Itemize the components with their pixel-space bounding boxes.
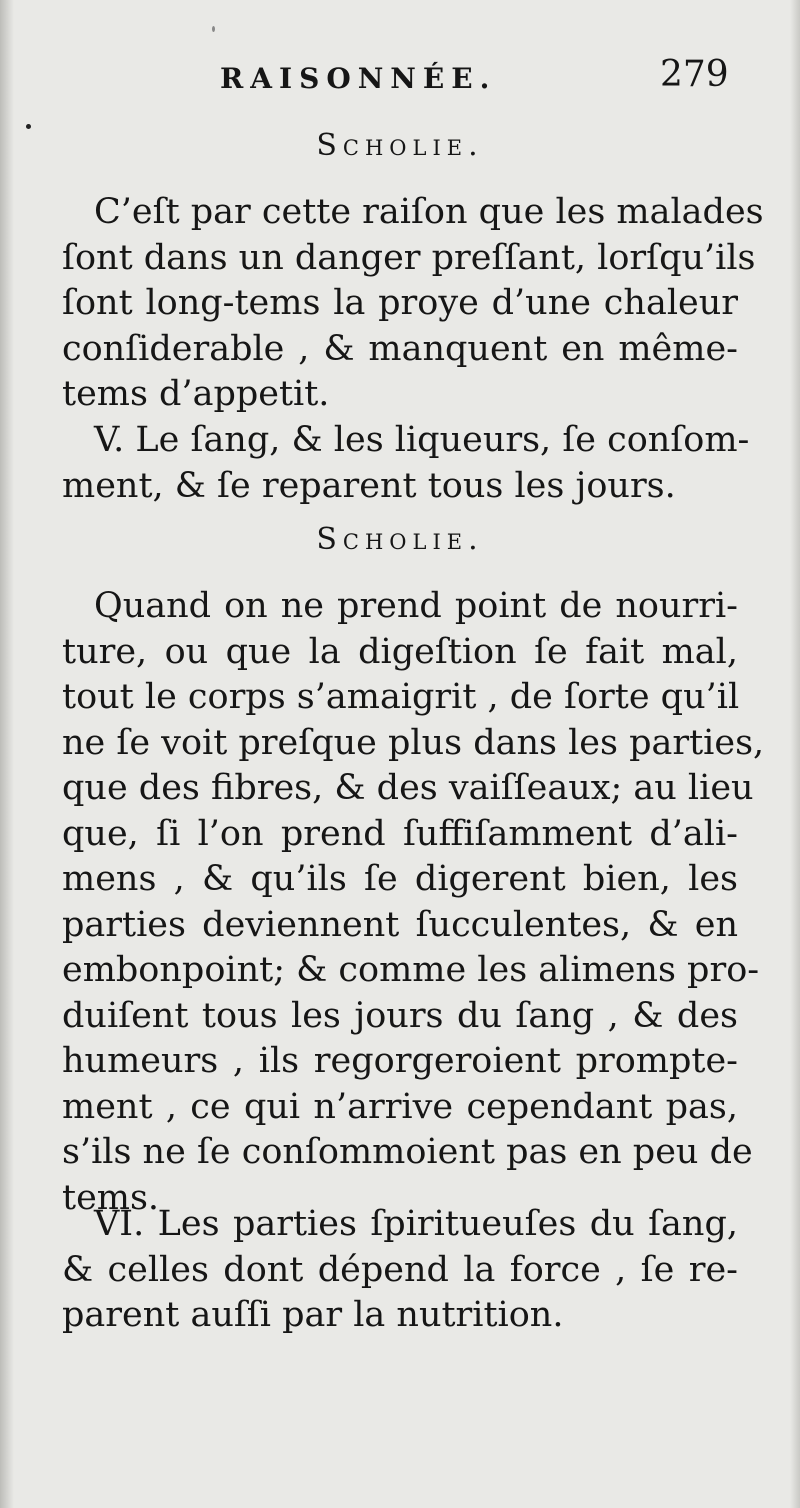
text-line: tout le corps s’amaigrit , de ſorte qu’il: [62, 677, 740, 717]
text-line: embonpoint; & comme les alimens pro-: [62, 950, 760, 990]
text-line: parties deviennent ſucculentes, & en: [62, 904, 738, 945]
text-line: s’ils ne ſe conſommoient pas en peu de: [62, 1132, 753, 1172]
paragraph: [62, 190, 764, 418]
section-heading: Scholie.: [316, 522, 484, 557]
text-line: ſont dans un danger preſſant, lorſqu’ils: [62, 237, 756, 278]
text-line: ment, & ſe reparent tous les jours.: [62, 465, 676, 506]
text-line: que, ſi l’on prend ſuffiſamment d’ali-: [62, 813, 738, 854]
text-line: & celles dont dépend la force , ſe re-: [62, 1249, 738, 1290]
paragraph: [62, 418, 750, 509]
text-line: tems d’appetit.: [62, 374, 330, 414]
ink-speck: [212, 26, 215, 32]
page-header: [0, 48, 800, 108]
running-title: RAISONNÉE.: [220, 62, 497, 95]
text-line: C’eſt par cette raiſon que les malades: [94, 192, 764, 232]
text-line: parent auſſi par la nutrition.: [62, 1295, 564, 1335]
text-line: ne ſe voit preſque plus dans les parties,: [62, 722, 765, 763]
text-line: ture, ou que la digeſtion ſe fait mal,: [62, 631, 738, 672]
text-line: ſont long-tems la proye d’une chaleur: [62, 283, 738, 323]
text-line: Quand on ne prend point de nourri-: [94, 586, 738, 626]
paragraph: [62, 584, 765, 1221]
page-number: 279: [660, 54, 729, 95]
text-line: conſiderable , & manquent en même-: [62, 328, 738, 369]
text-line: VI. Les parties ſpiritueuſes du ſang,: [94, 1204, 738, 1244]
paragraph: [62, 1202, 738, 1339]
text-line: duiſent tous les jours du ſang , & des: [62, 995, 738, 1036]
text-line: ment , ce qui n’arrive cependant pas,: [62, 1086, 738, 1127]
text-line: que des fibres, & des vaiſſeaux; au lieu: [62, 768, 754, 808]
text-line: humeurs , ils regorgeroient prompte-: [62, 1041, 738, 1081]
text-line: mens , & qu’ils ſe digerent bien, les: [62, 859, 738, 899]
text-line: V. Le ſang, & les liqueurs, ſe conſom-: [94, 420, 750, 460]
section-heading: Scholie.: [316, 128, 484, 163]
ink-speck: [26, 124, 31, 129]
text-line: tems.: [62, 1177, 160, 1218]
